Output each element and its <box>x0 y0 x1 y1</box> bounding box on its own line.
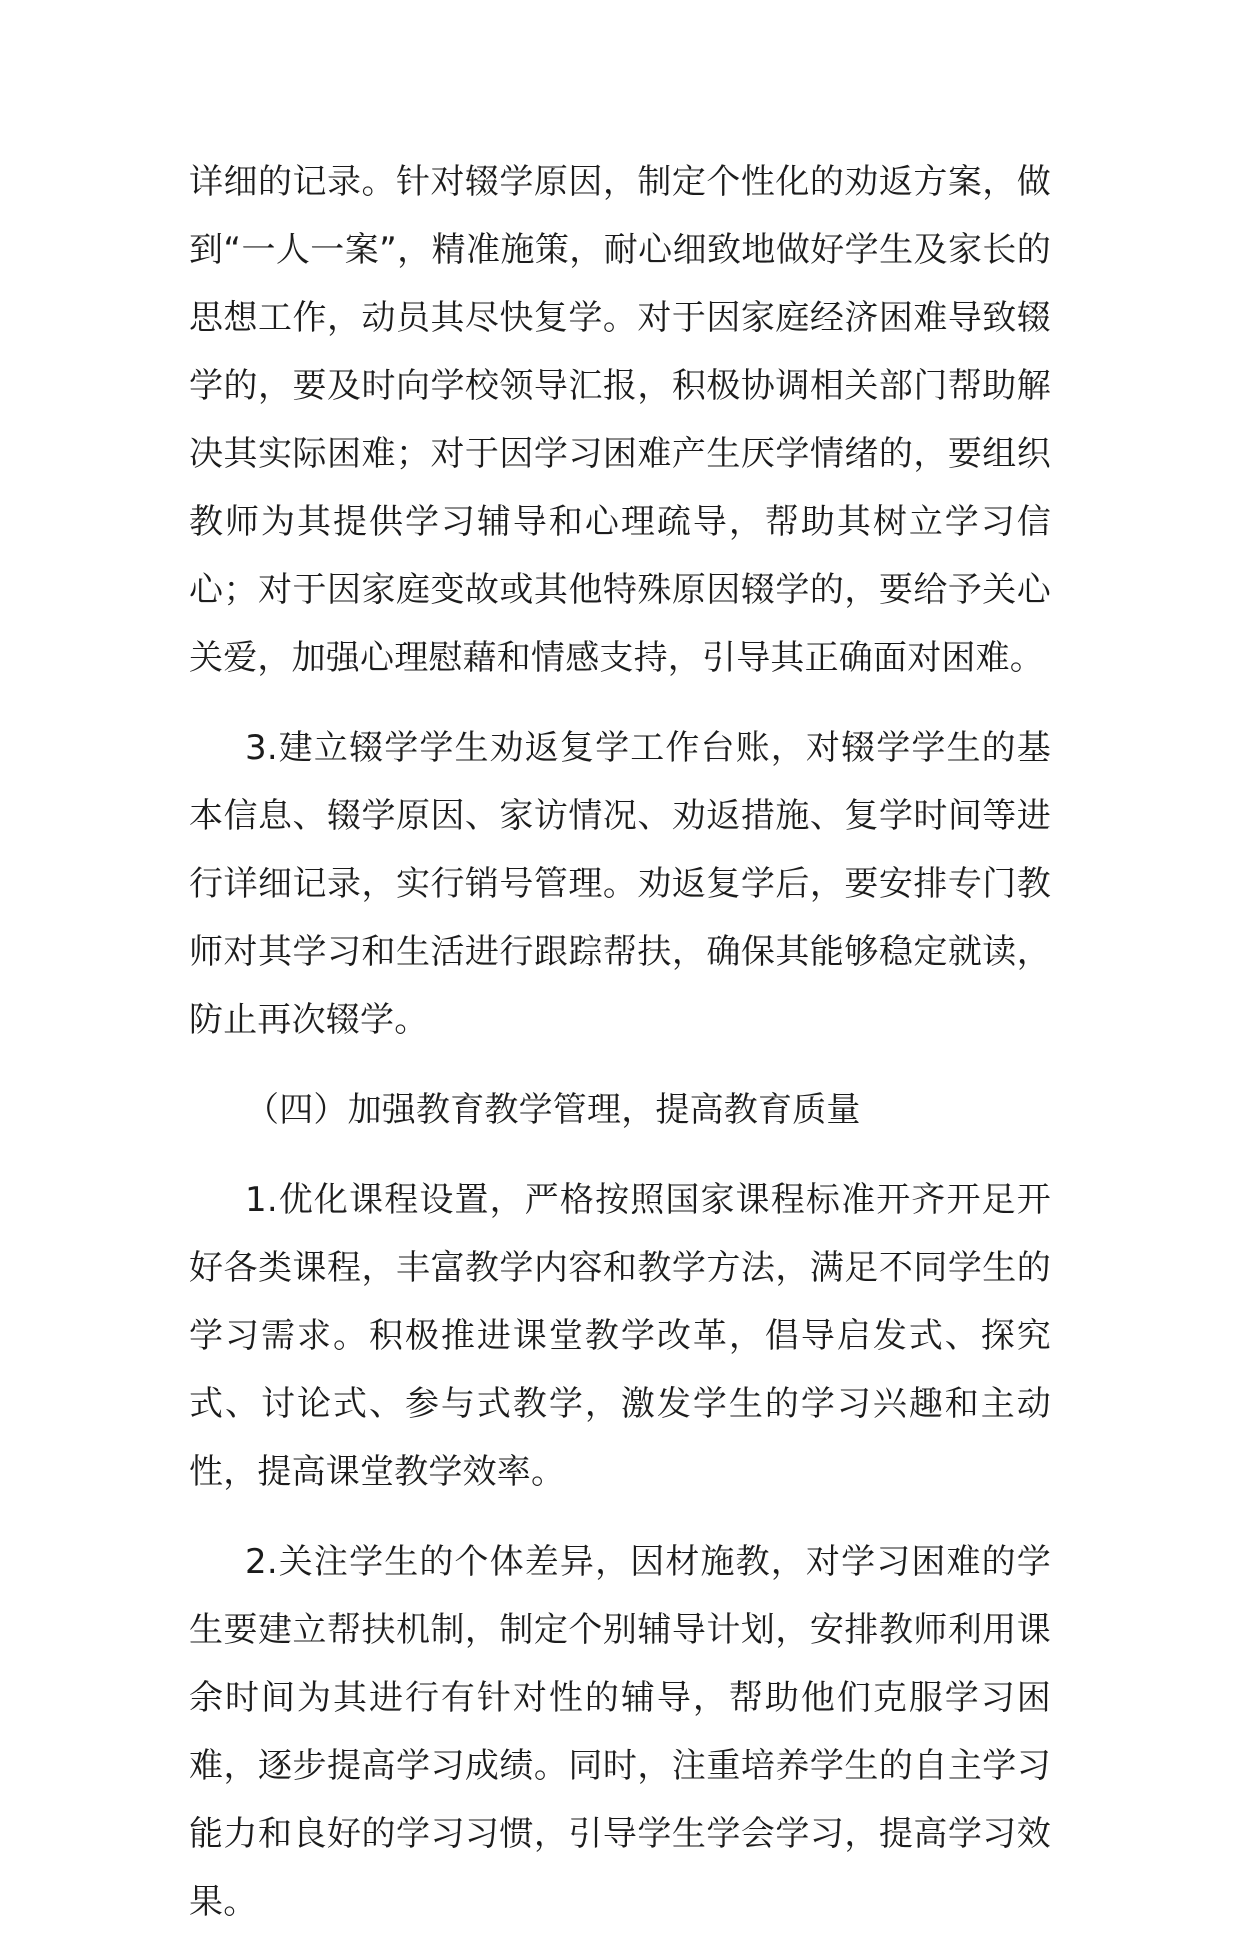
paragraph-item-2: 2.关注学生的个体差异，因材施教，对学习困难的学生要建立帮扶机制，制定个别辅导计划，安排教师利用课余时间为其进行有针对性的辅导，帮助他们克服学习困难，逐步提高学习成绩。同时，注重培养学生的自主学习能力和良好的学习习惯，引导学生学会学习，提高学习效果。 <box>189 1542 1051 1922</box>
paragraph-item-3: 3.建立辍学学生劝返复学工作台账，对辍学学生的基本信息、辍学原因、家访情况、劝返措施、复学时间等进行详细记录，实行销号管理。劝返复学后，要安排专门教师对其学习和生活进行跟踪帮扶，确保其能够稳定就读，防止再次辍学。 <box>189 728 1051 1040</box>
paragraph-item-1: 1.优化课程设置，严格按照国家课程标准开齐开足开好各类课程，丰富教学内容和教学方法，满足不同学生的学习需求。积极推进课堂教学改革，倡导启发式、探究式、讨论式、参与式教学，激发学生的学习兴趣和主动性，提高课堂教学效率。 <box>189 1180 1051 1492</box>
paragraph-continuation: 详细的记录。针对辍学原因，制定个性化的劝返方案，做到“一人一案”，精准施策，耐心细致地做好学生及家长的思想工作，动员其尽快复学。对于因家庭经济困难导致辍学的，要及时向学校领导汇报，积极协调相关部门帮助解决其实际困难；对于因学习困难产生厌学情绪的，要组织教师为其提供学习辅导和心理疏导，帮助其树立学习信心；对于因家庭变故或其他特殊原因辍学的，要给予关心关爱，加强心理慰藉和情感支持，引导其正确面对困难。 <box>189 162 1051 678</box>
document-body <box>189 148 1051 1936</box>
section-heading: （四）加强教育教学管理，提高教育质量 <box>245 1090 861 1130</box>
